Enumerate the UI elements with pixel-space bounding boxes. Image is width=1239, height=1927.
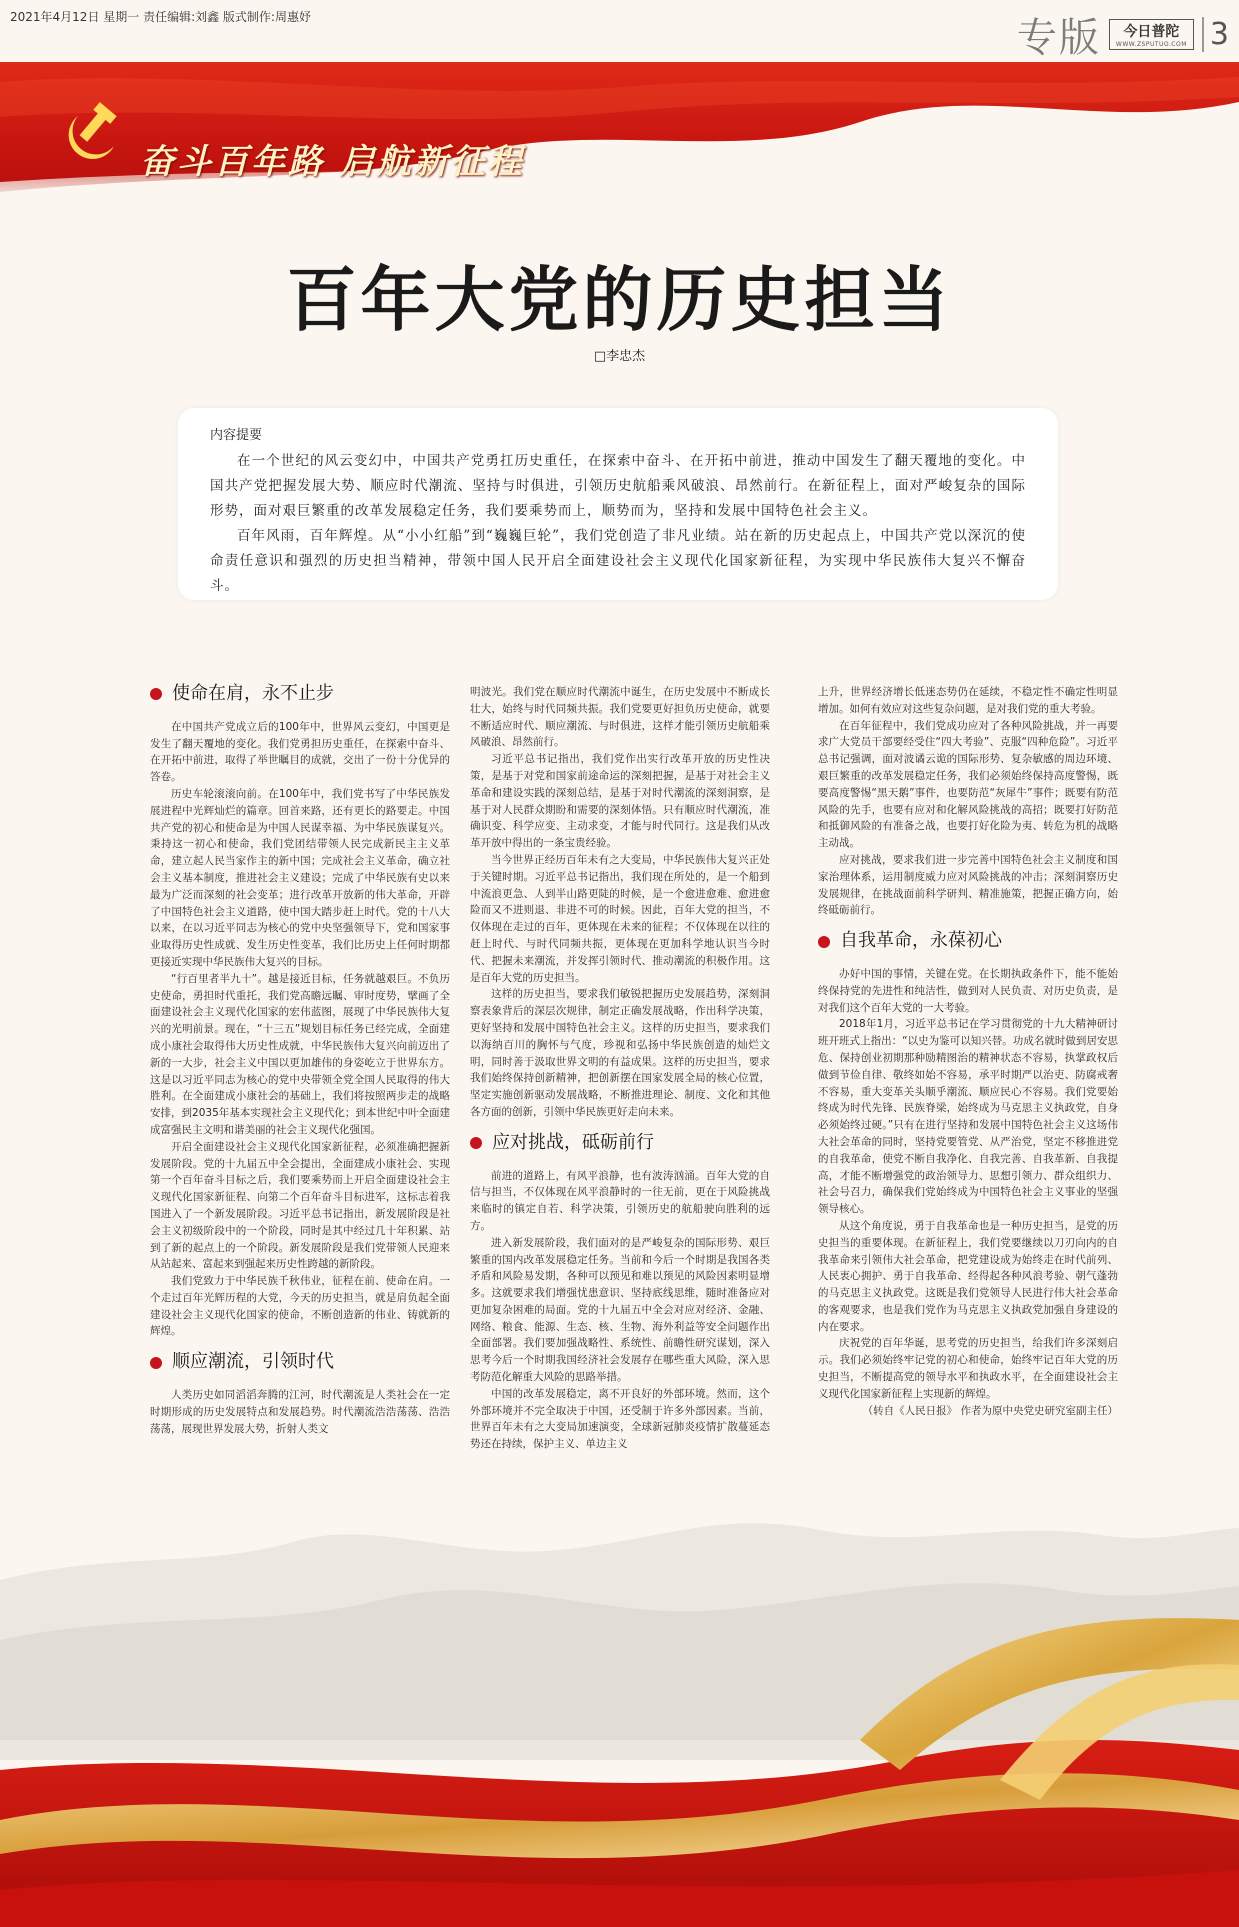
paragraph: 在中国共产党成立后的100年中，世界风云变幻，中国更是发生了翻天覆地的变化。我们党勇担历史重任，在探索中奋斗、在开拓中前进，取得了举世瞩目的成就，交出了一份十分优异的答卷。: [150, 720, 450, 784]
paragraph: “行百里者半九十”。越是接近目标，任务就越艰巨。不负历史使命，勇担时代重托，我们党高瞻远瞩、审时度势，擘画了全面建设社会主义现代化国家的宏伟蓝图，展现了中华民族伟大复兴的光明前景。现在，“十三五”规划目标任务已经完成，全面建成小康社会取得伟大历史性成就，中华民族伟大复兴向前迈出了新的一大步，社会主义中国以更加雄伟的身姿屹立于世界东方。这是以习近平同志为核心的党中央带领全党全国人民取得的伟大胜利。在全面建成小康社会的基础上，我们将按照两步走的战略安排，到2035年基本实现社会主义现代化；到本世纪中叶全面建成富强民主文明和谐美丽的社会主义现代化强国。: [150, 972, 450, 1136]
masthead-right: [1017, 6, 1229, 63]
paragraph: 在百年征程中，我们党成功应对了各种风险挑战，并一再要求广大党员干部要经受住“四大考验”、克服“四种危险”。习近平总书记强调，面对波谲云诡的国际形势、复杂敏感的周边环境、艰巨繁重的改革发展稳定任务，我们必须始终保持高度警惕，既要高度警惕“黑天鹅”事件，也要防范“灰犀牛”事件；既要有防范风险的先手，也要有应对和化解风险挑战的高招；既要打好防范和抵御风险的有准备之战，也要打好化险为夷、转危为机的战略主动战。: [818, 719, 1118, 850]
article-column-3: [818, 684, 1118, 1419]
paragraph: 历史车轮滚滚向前。在100年中，我们党书写了中华民族发展进程中光辉灿烂的篇章。回首来路，还有更长的路要走。中国共产党的初心和使命是为中国人民谋幸福、为中华民族谋复兴。秉持这一初心和使命，我们党团结带领人民完成新民主主义革命，建立起人民当家作主的新中国；完成社会主义革命，确立社会主义基本制度，推进社会主义建设；完成了中华民族有史以来最为广泛而深刻的社会变革；进行改革开放新的伟大革命，开辟了中国特色社会主义道路，使中国大踏步赶上时代。党的十八大以来，在以习近平同志为核心的党中央坚强领导下，党和国家事业取得历史性成就、发生历史性变革，我们比历史上任何时期都更接近实现中华民族伟大复兴的目标。: [150, 787, 450, 968]
section-heading: [150, 683, 450, 704]
paragraph: 2018年1月，习近平总书记在学习贯彻党的十九大精神研讨班开班式上指出：“以史为鉴可以知兴替。功成名就时做到居安思危、保持创业初期那种励精图治的精神状态不容易，执掌政权后做到节俭自律、敬终如始不容易，承平时期严以治吏、防腐戒奢不容易，重大变革关头顺乎潮流、顺应民心不容易。我们党要始终成为时代先锋、民族脊梁，始终成为马克思主义执政党，自身必须始终过硬。”只有在进行坚持和发展中国特色社会主义这场伟大社会革命的同时，坚持党要管党、从严治党，坚定不移推进党的自我革命，使党不断自我净化、自我完善、自我革新、自我提高，才能不断增强党的政治领导力、思想引领力、群众组织力、社会号召力，确保我们党始终成为中国特色社会主义事业的坚强领导核心。: [818, 1018, 1118, 1216]
paragraph: 中国的改革发展稳定，离不开良好的外部环境。然而，这个外部环境并不完全取决于中国，还受制于许多外部因素。当前，世界百年未有之大变局加速演变，全球新冠肺炎疫情扩散蔓延态势还在持续，保护主义、单边主义: [470, 1387, 770, 1451]
newspaper-logo: [1109, 19, 1194, 50]
logo-url: WWW.ZSPUTUO.COM: [1115, 41, 1187, 48]
banner-slogan: 奋斗百年路 启航新征程: [140, 142, 525, 182]
paragraph: 明波光。我们党在顺应时代潮流中诞生，在历史发展中不断成长壮大，始终与时代同频共振。我们党要更好担负历史使命，就要不断适应时代、顺应潮流、与时俱进，这样才能引领历史航船乘风破浪、昂然前行。: [470, 686, 770, 749]
section-heading-text: 顺应潮流，引领时代: [172, 1351, 334, 1373]
red-bullet-icon: [150, 688, 162, 700]
paragraph: 办好中国的事情，关键在党。在长期执政条件下，能不能始终保持党的先进性和纯洁性，做到对人民负责、对历史负责，是对我们这个百年大党的一大考验。: [818, 967, 1118, 1014]
section-heading: [818, 930, 1118, 952]
article-byline: □李忠杰: [593, 349, 646, 364]
date-line: 2021年4月12日 星期一 责任编辑:刘鑫 版式制作:周惠妤: [10, 10, 311, 24]
paragraph: 人类历史如同滔滔奔腾的江河，时代潮流是人类社会在一定时期形成的历史发展特点和发展趋势。时代潮流浩浩荡荡、浩浩荡荡，展现世界发展大势，折射人类文: [150, 1389, 450, 1435]
party-emblem-icon: [58, 98, 132, 172]
red-bullet-icon: [470, 1137, 482, 1149]
source-attribution: （转自《人民日报》 作者为原中央党史研究室副主任）: [862, 1404, 1118, 1417]
section-label: 专版: [1016, 15, 1101, 61]
red-bullet-icon: [818, 936, 830, 948]
article-column-2: [470, 684, 770, 1453]
paragraph: 这样的历史担当，要求我们敏锐把握历史发展趋势，深刻洞察表象背后的深层次规律，制定正确发展战略，作出科学决策，更好坚持和发展中国特色社会主义。这样的历史担当，要求我们以海纳百川的胸怀与气度，珍视和弘扬中华民族创造的灿烂文明，同时善于汲取世界文明的有益成果。这样的历史担当，要求我们始终保持创新精神，把创新摆在国家发展全局的核心位置，坚定实施创新驱动发展战略，不断推进理论、制度、文化和其他各方面的创新，引领中华民族更好走向未来。: [470, 988, 770, 1118]
paragraph: 上升，世界经济增长低迷态势仍在延续，不稳定性不确定性明显增加。如何有效应对这些复杂问题，是对我们党的重大考验。: [818, 686, 1118, 715]
paragraph: 应对挑战，要求我们进一步完善中国特色社会主义制度和国家治理体系，运用制度威力应对风险挑战的冲击；深刻洞察历史发展规律，在挑战面前科学研判、精准施策，把握正确方向，始终砥砺前行。: [818, 853, 1118, 917]
paragraph: 从这个角度说，勇于自我革命也是一种历史担当，是党的历史担当的重要体现。在新征程上，我们党要继续以刀刃向内的自我革命来引领伟大社会革命，把党建设成为始终走在时代前列、人民衷心拥护、勇于自我革命、经得起各种风浪考验、朝气蓬勃的马克思主义执政党。这既是我们党领导人民进行伟大社会革命的客观要求，也是我们党作为马克思主义执政党加强自身建设的内在要求。: [818, 1219, 1118, 1333]
paragraph: 我们党致力于中华民族千秋伟业，征程在前、使命在肩。一个走过百年光辉历程的大党，今天的历史担当，就是肩负起全面建设社会主义现代化国家的使命，不断创造新的伟业、铸就新的辉煌。: [150, 1275, 450, 1338]
paragraph: 庆祝党的百年华诞，思考党的历史担当，给我们许多深刻启示。我们必须始终牢记党的初心和使命，始终牢记百年大党的历史担当，不断提高党的领导水平和执政水平，在全面建设社会主义现代化国家新征程上实现新的辉煌。: [818, 1337, 1118, 1400]
abstract-box: [178, 408, 1058, 600]
section-heading-text: 使命在肩，永不止步: [172, 683, 334, 704]
abstract-paragraph: 在一个世纪的风云变幻中，中国共产党勇扛历史重任，在探索中奋斗、在开拓中前进，推动中国发生了翻天覆地的变化。中国共产党把握发展大势、顺应时代潮流、坚持与时俱进，引领历史航船乘风破浪、昂然前行。在新征程上，面对严峻复杂的国际形势，面对艰巨繁重的改革发展稳定任务，我们要乘势而上，顺势而为，坚持和发展中国特色社会主义。: [210, 453, 1026, 519]
logo-text: 今日普陀: [1123, 24, 1180, 40]
masthead: [0, 0, 1239, 60]
paragraph: 当今世界正经历百年未有之大变局，中华民族伟大复兴正处于关键时期。习近平总书记指出，我们现在所处的，是一个船到中流浪更急、人到半山路更陡的时候，是一个愈进愈难、愈进愈险而又不进则退、非进不可的时候。因此，百年大党的担当，不仅体现在走过的百年，更体现在未来的征程；不仅体现在以往的赶上时代、与时代同频共振，更体现在更加科学地认识当今时代、把握未来潮流，并发挥引领时代、推动潮流的积极作用。这是百年大党的历史担当。: [470, 853, 770, 984]
section-heading-text: 应对挑战，砥砺前行: [492, 1131, 654, 1153]
abstract-label: 内容提要: [210, 428, 263, 443]
paragraph: 习近平总书记指出，我们党作出实行改革开放的历史性决策，是基于对党和国家前途命运的深刻把握，是基于对社会主义革命和建设实践的深刻总结，是基于对时代潮流的深刻洞察，是基于对人民群众期盼和需要的深刻体悟。只有顺应时代潮流，准确识变、科学应变、主动求变，才能与时代同行。这是我们从改革开放中得出的一条宝贵经验。: [470, 753, 770, 850]
section-heading-text: 自我革命，永葆初心: [840, 930, 1002, 952]
paragraph: 前进的道路上，有风平浪静，也有波涛汹涌。百年大党的自信与担当，不仅体现在风平浪静时的一往无前，更在于风险挑战来临时的镇定自若、科学决策，引领历史的航船驶向胜利的远方。: [470, 1169, 770, 1232]
abstract-paragraph: 百年风雨，百年辉煌。从“小小红船”到“巍巍巨轮”，我们党创造了非凡业绩。站在新的历史起点上，中国共产党以深沉的使命责任意识和强烈的历史担当精神，带领中国人民开启全面建设社会主义现代化国家新征程，为实现中华民族伟大复兴不懈奋斗。: [210, 528, 1026, 594]
paragraph: 进入新发展阶段，我们面对的是严峻复杂的国际形势、艰巨繁重的国内改革发展稳定任务。当前和今后一个时期是我国各类矛盾和风险易发期，各种可以预见和难以预见的风险因素明显增多。这就要求我们增强忧患意识、坚持底线思维，随时准备应对更加复杂困难的局面。党的十九届五中全会对应对经济、金融、网络、粮食、能源、生态、核、生物、海外利益等安全问题作出全面部署。我们要加强战略性、系统性、前瞻性研究谋划，深入思考今后一个时期我国经济社会发展存在哪些重大风险，深入思考防范化解重大风险的思路举措。: [470, 1236, 770, 1384]
article-title: 百年大党的历史担当: [286, 259, 953, 341]
page-number: 3: [1202, 17, 1229, 52]
article-column-1: [150, 672, 450, 1437]
section-heading: [470, 1131, 770, 1153]
red-bullet-icon: [150, 1357, 162, 1369]
paragraph: 开启全面建设社会主义现代化国家新征程，必须准确把握新发展阶段。党的十九届五中全会提出，全面建成小康社会、实现第一个百年奋斗目标之后，我们要乘势而上开启全面建设社会主义现代化国家新征程、向第二个百年奋斗目标进军，这标志着我国进入了一个新发展阶段。习近平总书记指出，新发展阶段是社会主义初级阶段中的一个阶段，同时是其中经过几十年积累、站到了新的起点上的一个阶段。新发展阶段是我们党带领人民迎来从站起来、富起来到强起来历史性跨越的新阶段。: [150, 1140, 450, 1271]
landscape-ribbon-decoration: [0, 1440, 1239, 1927]
section-heading: [150, 1351, 450, 1373]
